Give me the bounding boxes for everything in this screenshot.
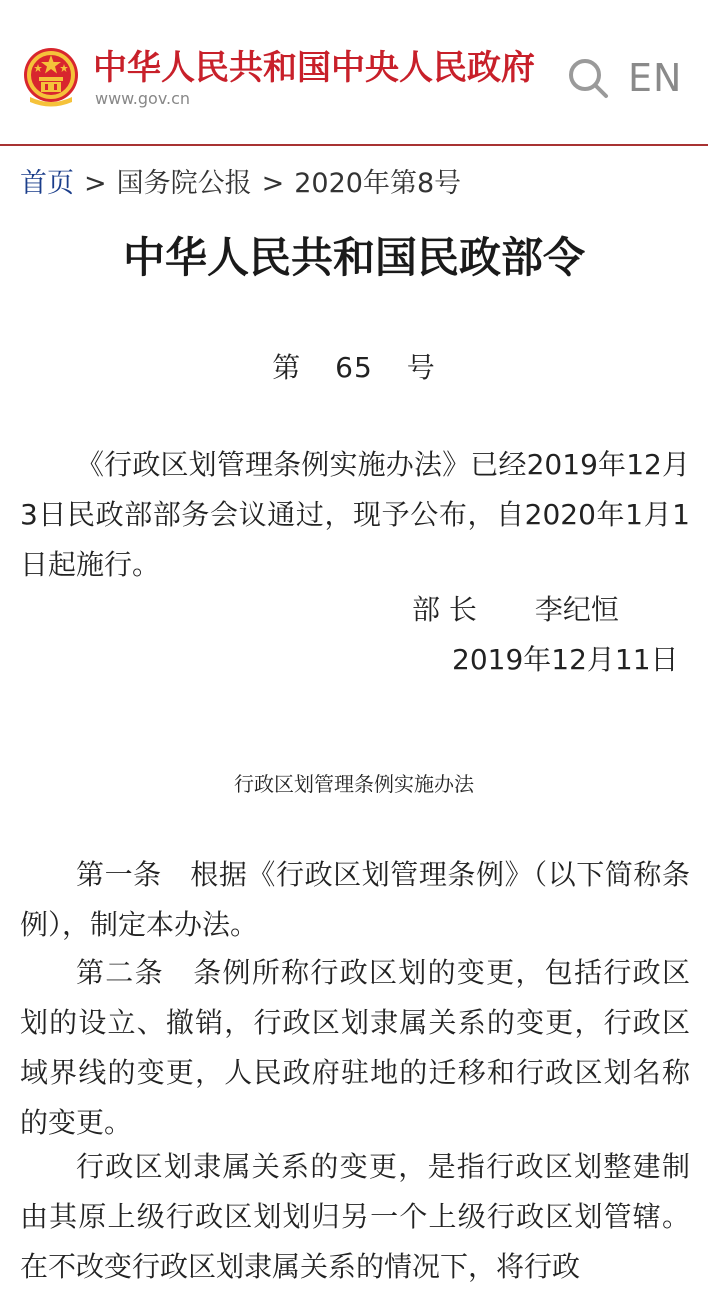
english-language-link[interactable]: EN: [628, 56, 683, 100]
article-heading: 第二条: [76, 956, 164, 989]
article-body: 条例所称行政区划的变更，包括行政区划的设立、撤销，行政区划隶属关系的变更，行政区域界线的变更，人民政府驻地的迁移和行政区划名称的变更。: [20, 956, 690, 1139]
article-body: 行政区划隶属关系的变更，是指行政区划整建制由其原上级行政区划划归另一个上级行政区划管辖。在不改变行政区划隶属关系的情况下，将行政: [20, 1150, 690, 1283]
site-url: www.gov.cn: [95, 89, 191, 108]
header-divider: [0, 144, 708, 146]
article-paragraph: [20, 850, 690, 950]
breadcrumb-separator: >: [261, 168, 285, 199]
article-paragraph: [20, 948, 690, 1148]
document-title: 中华人民共和国民政部令: [122, 233, 585, 282]
site-title[interactable]: 中华人民共和国中央人民政府: [93, 48, 535, 88]
breadcrumb-home-link[interactable]: 首页: [20, 168, 74, 199]
signer-role: 部 长: [412, 593, 477, 626]
article-paragraph: [20, 1142, 690, 1292]
intro-paragraph: 《行政区划管理条例实施办法》已经2019年12月3日民政部部务会议通过，现予公布，自2020年1月1日起施行。: [20, 448, 690, 581]
article-heading: 第一条: [76, 858, 162, 891]
search-icon[interactable]: [566, 56, 610, 100]
signer-line: [412, 588, 619, 632]
breadcrumb-gazette-link[interactable]: 国务院公报: [116, 168, 252, 199]
order-number: 第 65 号: [272, 351, 436, 384]
site-header: [0, 0, 708, 146]
breadcrumb-issue-link[interactable]: 2020年第8号: [294, 168, 462, 199]
signature-date: 2019年12月11日: [452, 643, 679, 676]
regulation-subtitle: 行政区划管理条例实施办法: [234, 772, 474, 796]
national-emblem-icon[interactable]: [22, 45, 80, 109]
breadcrumb-separator: >: [84, 168, 107, 199]
signer-name: 李纪恒: [534, 593, 619, 626]
article-body: 根据《行政区划管理条例》（以下简称条例），制定本办法。: [20, 858, 690, 941]
breadcrumb: [20, 164, 461, 204]
